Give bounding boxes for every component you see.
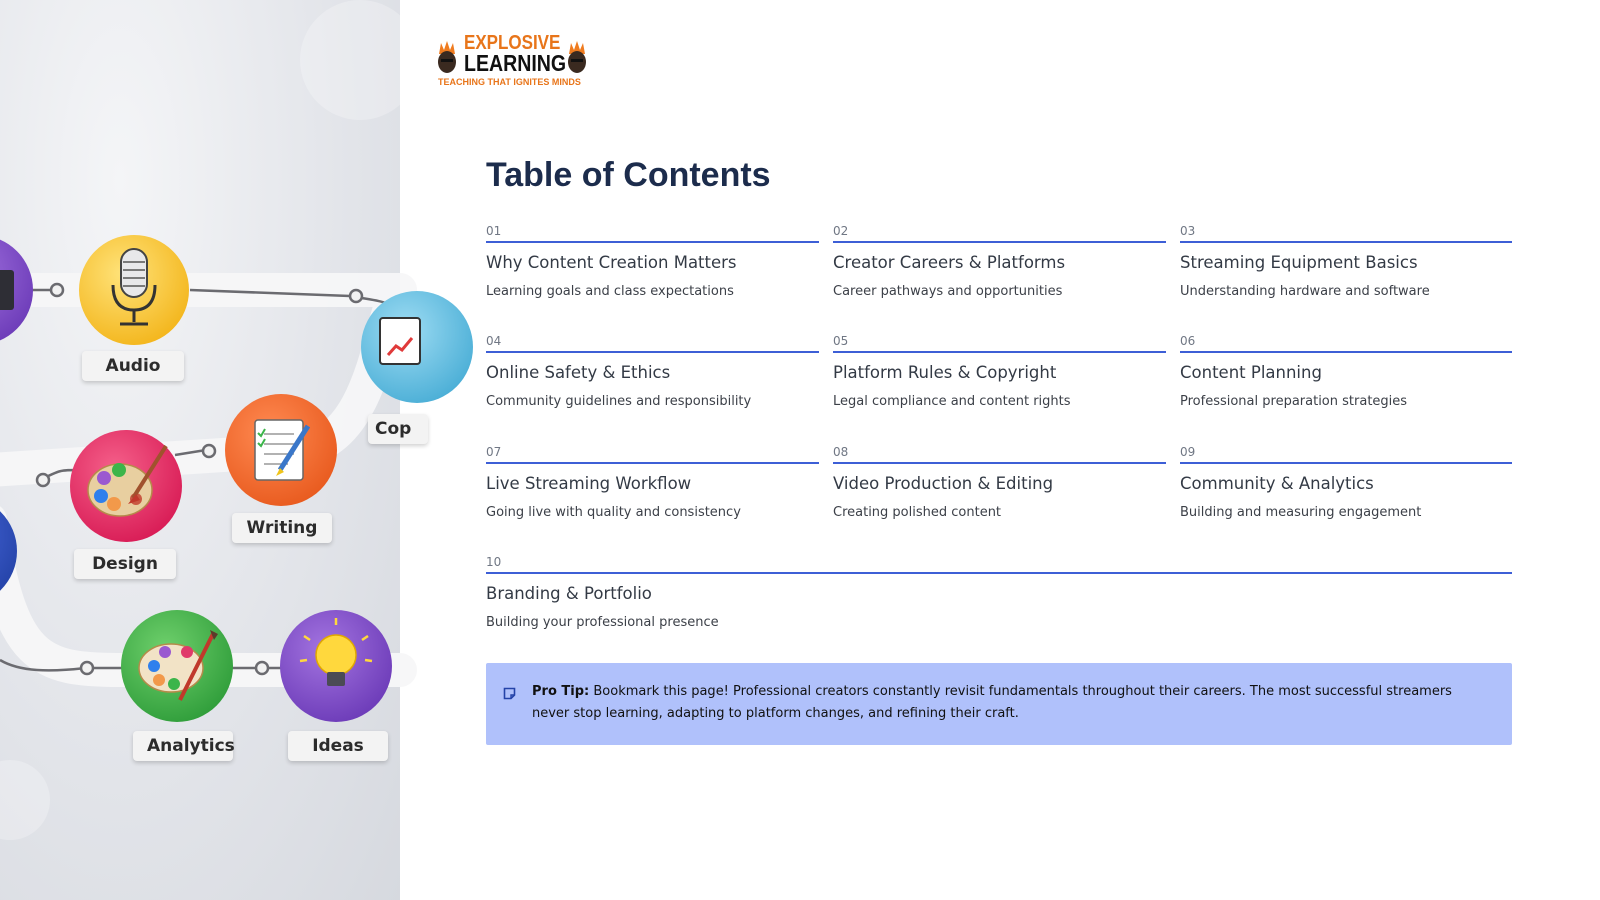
toc-item-divider: [1180, 241, 1512, 243]
toc-item[interactable]: [486, 224, 819, 299]
toc-item-description: Legal compliance and content rights: [833, 394, 1071, 409]
toc-item-number: 08: [833, 445, 849, 459]
label-design: Design: [74, 549, 176, 579]
note-icon: [503, 687, 516, 700]
flame-face-icon: [566, 40, 588, 74]
toc-item-description: Creating polished content: [833, 505, 1002, 520]
toc-item[interactable]: [1180, 224, 1512, 299]
toc-item-description: Going live with quality and consistency: [486, 505, 741, 520]
toc-item-description: Building your professional presence: [486, 615, 719, 630]
toc-item[interactable]: [486, 445, 819, 520]
toc-item-title: Creator Careers & Platforms: [833, 253, 1066, 272]
toc-item[interactable]: [833, 445, 1166, 520]
logo-tagline: TEACHING THAT IGNITES MINDS: [438, 77, 581, 87]
toc-item-number: 04: [486, 334, 502, 348]
toc-item-number: 02: [833, 224, 849, 238]
toc-item-description: Understanding hardware and software: [1180, 284, 1430, 299]
toc-item-description: Community guidelines and responsibility: [486, 394, 752, 409]
label-audio: Audio: [82, 351, 184, 381]
toc-item-title: Why Content Creation Matters: [486, 253, 737, 272]
toc-item-number: 01: [486, 224, 502, 238]
toc-item-description: Professional preparation strategies: [1180, 394, 1408, 409]
toc-item-title: Platform Rules & Copyright: [833, 363, 1057, 382]
toc-item-divider: [486, 351, 819, 353]
page-title: Table of Contents: [486, 156, 771, 194]
toc-item-divider: [833, 462, 1166, 464]
toc-item-title: Community & Analytics: [1180, 474, 1374, 493]
toc-item-divider: [486, 241, 819, 243]
toc-item-number: 06: [1180, 334, 1196, 348]
toc-item[interactable]: [833, 224, 1166, 299]
flame-face-icon: [436, 40, 458, 74]
pro-tip-body: Bookmark this page! Professional creators constantly revisit fundamentals throughout their careers. The most successful streamers never stop learning, adapting to platform changes, and refining their craft.: [532, 684, 1452, 721]
label-ideas: Ideas: [288, 731, 388, 761]
toc-item-divider: [833, 351, 1166, 353]
toc-item-title: Live Streaming Workflow: [486, 474, 692, 493]
pro-tip-label: Pro Tip:: [532, 684, 590, 699]
toc-item-title: Online Safety & Ethics: [486, 363, 671, 382]
toc-item-number: 03: [1180, 224, 1196, 238]
palette-icon: [70, 430, 182, 542]
microphone-icon: [79, 235, 189, 345]
toc-item-title: Streaming Equipment Basics: [1180, 253, 1418, 272]
toc-item-number: 05: [833, 334, 849, 348]
toc-item-divider: [1180, 351, 1512, 353]
toc-item-divider: [486, 572, 1512, 574]
toc-item-number: 09: [1180, 445, 1196, 459]
toc-item-title: Branding & Portfolio: [486, 584, 652, 603]
toc-item-divider: [833, 241, 1166, 243]
pro-tip-text: [532, 681, 1482, 725]
toc-item-number: 07: [486, 445, 502, 459]
partial-icon-circle: [0, 235, 33, 345]
toc-item[interactable]: [1180, 334, 1512, 409]
palette-icon: [121, 610, 233, 722]
toc-item-description: Career pathways and opportunities: [833, 284, 1063, 299]
toc-item-divider: [486, 462, 819, 464]
toc-item[interactable]: [1180, 445, 1512, 520]
toc-item-description: Building and measuring engagement: [1180, 505, 1422, 520]
toc-item-number: 10: [486, 555, 502, 569]
toc-item-title: Content Planning: [1180, 363, 1322, 382]
illustration-panel: [0, 0, 412, 900]
label-writing: Writing: [232, 513, 332, 543]
logo-line1: EXPLOSIVE: [464, 32, 561, 54]
workflow-illustration: [0, 0, 400, 900]
logo: [436, 32, 596, 92]
lightbulb-icon: [280, 610, 392, 722]
toc-item-divider: [1180, 462, 1512, 464]
logo-line2: LEARNING: [464, 50, 567, 76]
toc-item[interactable]: [486, 555, 1512, 630]
toc-item-title: Video Production & Editing: [833, 474, 1054, 493]
toc-item[interactable]: [833, 334, 1166, 409]
pro-tip-callout: [486, 663, 1512, 745]
notepad-icon: [225, 394, 337, 506]
label-analytics: Analytics: [133, 731, 233, 761]
laptop-icon: [361, 291, 473, 403]
label-copy: Cop: [368, 414, 428, 444]
toc-item[interactable]: [486, 334, 819, 409]
toc-item-description: Learning goals and class expectations: [486, 284, 734, 299]
